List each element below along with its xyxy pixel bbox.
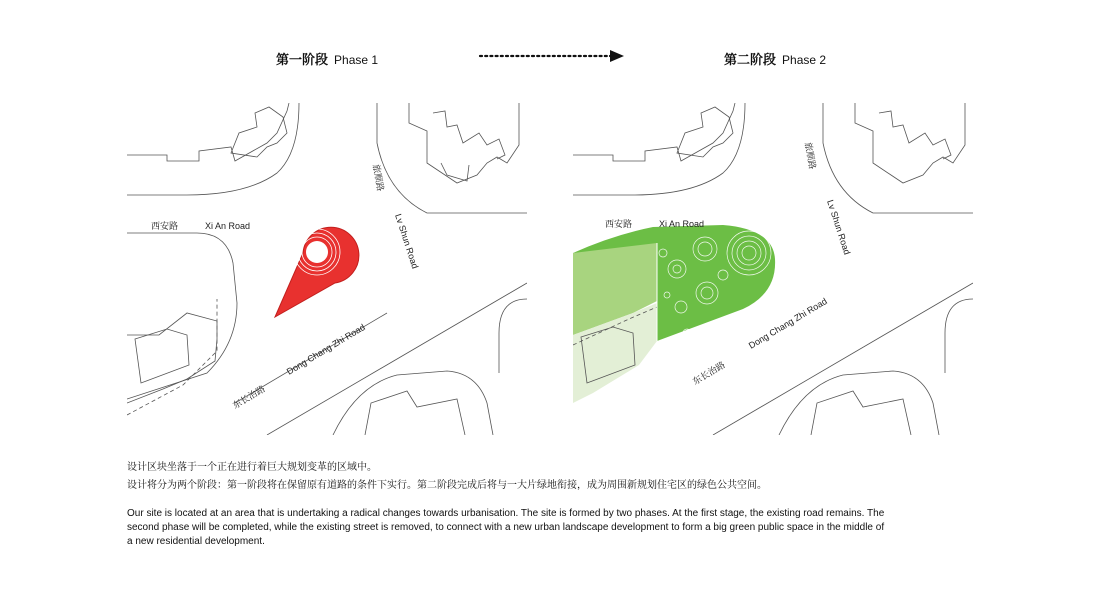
road-edge xyxy=(377,103,527,213)
building-outline xyxy=(433,111,505,159)
road-edge xyxy=(823,103,973,213)
road-edge xyxy=(713,283,973,435)
label-lvshun-en: Lv Shun Road xyxy=(393,212,421,270)
label-dongchang-en: Dong Chang Zhi Road xyxy=(284,322,367,377)
label-dongchang-cn: 东长治路 xyxy=(231,384,268,412)
phase-arrow-icon xyxy=(478,48,628,64)
building-outline xyxy=(879,111,951,159)
label-xian-cn: 西安路 xyxy=(605,220,633,230)
description-cn-line1: 设计区块坐落于一个正在进行着巨大规划变革的区域中。 xyxy=(127,462,377,473)
phase2-title xyxy=(724,49,826,68)
building-outline xyxy=(231,107,287,157)
road-edge xyxy=(779,371,939,435)
building-outline xyxy=(135,329,189,383)
label-xian-en: Xi An Road xyxy=(659,219,705,229)
map-phase2 xyxy=(573,103,973,435)
building-outline xyxy=(811,391,911,435)
building-outline xyxy=(677,107,733,157)
description-en-line3: a new residential development. xyxy=(127,536,265,547)
label-lvshun-cn: 旅顺路 xyxy=(370,163,385,193)
location-pin-icon xyxy=(275,227,359,317)
phase1-title-en: Phase 1 xyxy=(334,53,379,67)
description-en xyxy=(127,507,982,549)
road-edge xyxy=(945,299,973,373)
building-outline xyxy=(365,391,465,435)
road-edge xyxy=(127,233,237,399)
road-edge xyxy=(333,371,493,435)
label-lvshun-cn: 旅顺路 xyxy=(802,141,817,171)
phase2-title-en: Phase 2 xyxy=(782,53,827,67)
description-cn-line2: 设计将分为两个阶段：第一阶段将在保留原有道路的条件下实行。第二阶段完成后将与一大片绿地衔接，成为周围新规划住宅区的绿色公共空间。 xyxy=(127,480,767,491)
label-xian-en: Xi An Road xyxy=(205,221,251,231)
description-en-line1: Our site is located at an area that is undertaking a radical changes towards urbanisation. The site is formed by two phases. At the first stage, the existing road remains. The xyxy=(127,508,885,519)
label-xian-cn: 西安路 xyxy=(151,222,179,232)
building-outline xyxy=(855,103,965,183)
block-outline xyxy=(573,103,735,161)
phase1-title xyxy=(276,49,378,68)
label-dongchang-cn: 东长治路 xyxy=(691,360,728,388)
description-cn xyxy=(127,459,987,495)
label-lvshun-en: Lv Shun Road xyxy=(825,198,853,256)
block-outline xyxy=(127,313,217,403)
building-outline xyxy=(441,163,469,181)
map-phase1 xyxy=(127,103,527,435)
description-en-line2: second phase will be completed, while the existing street is removed, to connect with a new urban landscape development to form a big green public space in the middle of xyxy=(127,522,885,533)
block-outline xyxy=(127,103,289,161)
phase1-title-cn: 第一阶段 xyxy=(276,53,329,68)
phase2-title-cn: 第二阶段 xyxy=(724,53,777,68)
road-edge xyxy=(499,299,527,373)
label-dongchang-en: Dong Chang Zhi Road xyxy=(746,296,829,351)
building-outline xyxy=(409,103,519,183)
